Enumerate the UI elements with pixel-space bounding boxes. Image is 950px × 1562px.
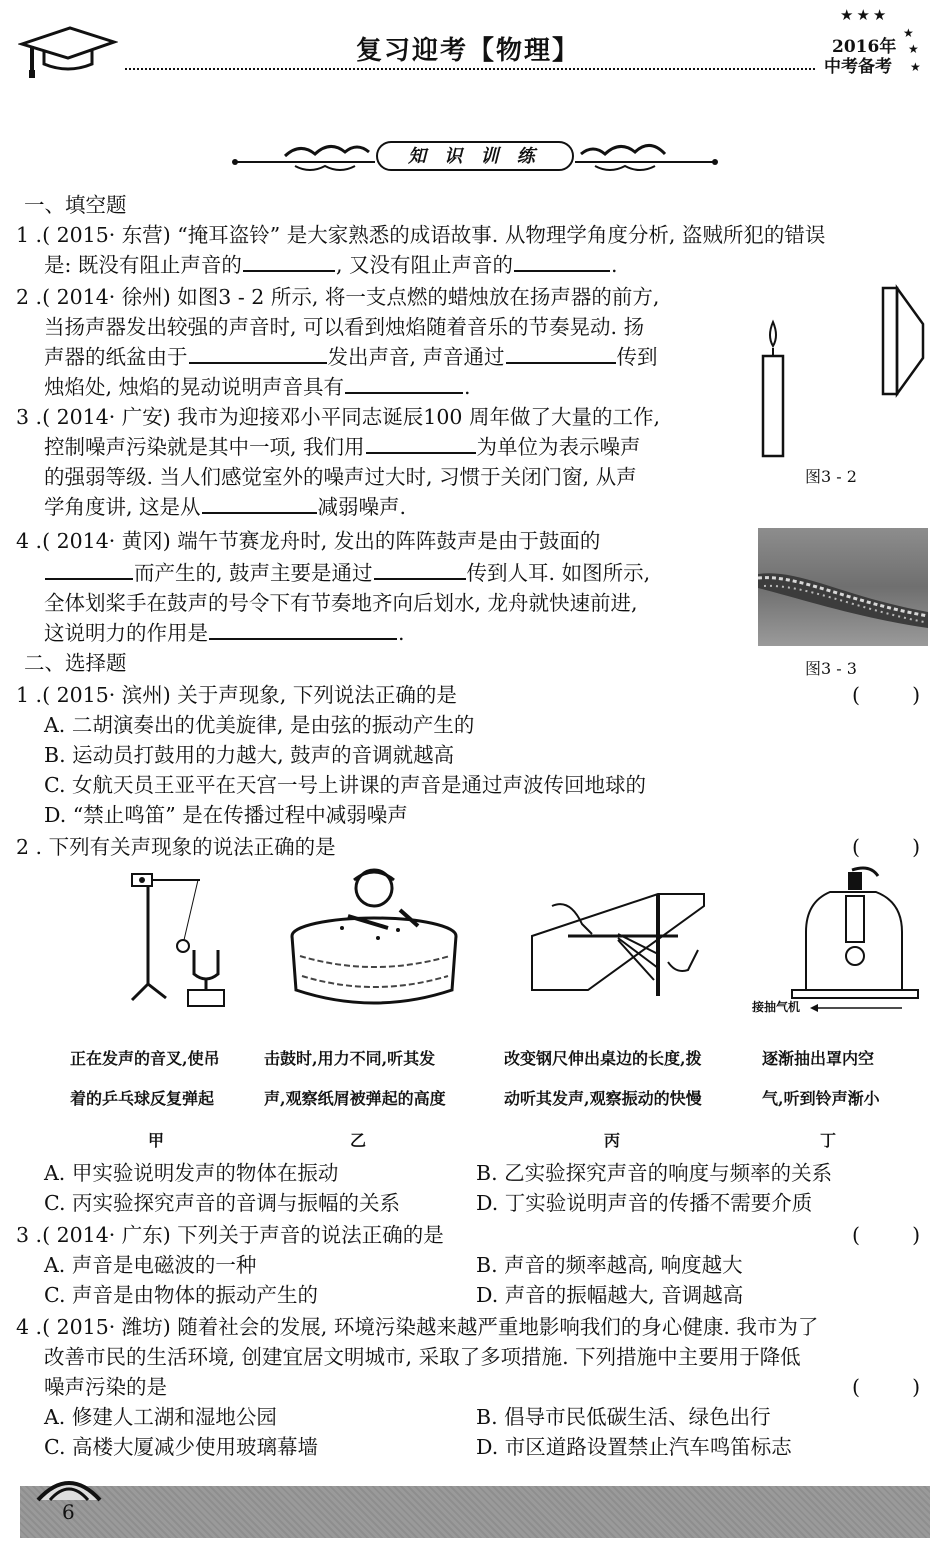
answer-blank[interactable] — [209, 618, 397, 640]
banner-text: 知 识 训 练 — [408, 146, 541, 167]
figure-caption-jia-line1: 正在发声的音叉,使吊 — [70, 1049, 220, 1068]
fill-question-4-line: 而产生的, 鼓声主要是通过 传到人耳. 如图所示, — [44, 558, 650, 588]
speaker-icon — [897, 288, 923, 394]
hand-icon — [668, 950, 698, 971]
answer-paren[interactable]: ( ) — [852, 683, 921, 707]
figure-caption: 图3 - 3 — [805, 659, 857, 678]
pump-label: 接抽气机 — [752, 1000, 801, 1014]
star-icon: ★ — [903, 26, 914, 40]
choice-question-1-stem: 1 .( 2015· 滨州) 关于声现象, 下列说法正确的是 — [16, 683, 457, 707]
fill-question-3-line: 的强弱等级. 当人们感觉室外的噪声过大时, 习惯于关闭门窗, 从声 — [44, 465, 637, 489]
candle-speaker-figure — [755, 282, 935, 472]
fill-question-2-line: 2 .( 2014· 徐州) 如图3 - 2 所示, 将一支点燃的蜡烛放在扬声器的前方, — [16, 285, 660, 309]
choice-question-4-line: 改善市民的生活环境, 创建宜居文明城市, 采取了多项措施. 下列措施中主要用于降低 — [44, 1345, 801, 1369]
figure-label-bing: 丙 — [604, 1131, 621, 1150]
page-title: 复习迎考【物理】 — [356, 36, 581, 66]
steel-ruler-experiment-figure — [528, 866, 708, 1006]
choice-question-2-stem: 2 . 下列有关声现象的说法正确的是 — [16, 835, 336, 859]
option-a: A. 声音是电磁波的一种 — [44, 1253, 257, 1277]
answer-paren[interactable]: ( ) — [852, 1375, 921, 1399]
answer-blank[interactable] — [366, 432, 476, 454]
fill-question-2-line: 烛焰处, 烛焰的晃动说明声音具有 . — [44, 372, 471, 402]
drum-experiment-figure — [278, 866, 478, 1016]
figure-caption-ding-line1: 逐渐抽出罩内空 — [762, 1049, 875, 1068]
option-c: C. 声音是由物体的振动产生的 — [44, 1283, 318, 1307]
figure-caption-yi-line1: 击鼓时,用力不同,听其发 — [264, 1049, 436, 1068]
answer-blank[interactable] — [514, 250, 610, 272]
option-c: C. 丙实验探究声音的音调与振幅的关系 — [44, 1191, 400, 1215]
figure-caption-jia-line2: 着的乒乓球反复弹起 — [70, 1089, 215, 1108]
star-icon: ★ — [910, 60, 921, 74]
star-icon: ★ — [908, 42, 919, 56]
header-year: 2016年 — [832, 37, 897, 57]
fill-question-3-line: 控制噪声污染就是其中一项, 我们用 为单位为表示噪声 — [44, 432, 641, 462]
candle-icon — [763, 356, 783, 456]
fill-question-1-line: 是: 既没有阻止声音的 , 又没有阻止声音的 . — [44, 250, 618, 280]
flame-icon — [770, 322, 776, 346]
fill-question-1-line: 1 .( 2015· 东营) “掩耳盗铃” 是大家熟悉的成语故事. 从物理学角度分析, 盗贼所犯的错误 — [16, 223, 826, 247]
answer-blank[interactable] — [345, 372, 463, 394]
option-b: B. 运动员打鼓用的力越大, 鼓声的音调就越高 — [44, 743, 455, 767]
option-c: C. 女航天员王亚平在天宫一号上讲课的声音是通过声波传回地球的 — [44, 773, 646, 797]
answer-blank[interactable] — [506, 342, 616, 364]
dragon-boat-photo — [758, 528, 928, 646]
ping-pong-ball-icon — [177, 940, 189, 952]
answer-paren[interactable]: ( ) — [852, 1223, 921, 1247]
fill-question-3-line: 3 .( 2014· 广安) 我市为迎接邓小平同志诞辰100 周年做了大量的工作, — [16, 405, 660, 429]
option-b: B. 声音的频率越高, 响度越大 — [476, 1253, 743, 1277]
choice-question-3-stem: 3 .( 2014· 广东) 下列关于声音的说法正确的是 — [16, 1223, 444, 1247]
option-b: B. 倡导市民低碳生活、绿色出行 — [476, 1405, 771, 1429]
section-heading: 二、选择题 — [24, 651, 127, 675]
footer-emblem-icon — [34, 1472, 104, 1502]
tuning-fork-icon — [194, 950, 218, 979]
answer-blank[interactable] — [45, 558, 133, 580]
answer-blank[interactable] — [189, 342, 327, 364]
option-d: D. “禁止鸣笛” 是在传播过程中减弱噪声 — [44, 803, 408, 827]
answer-blank[interactable] — [202, 492, 317, 514]
option-d: D. 市区道路设置禁止汽车鸣笛标志 — [476, 1435, 792, 1459]
header-dotted-rule — [125, 68, 815, 70]
option-a: A. 甲实验说明发声的物体在振动 — [44, 1161, 339, 1185]
bell-icon — [846, 947, 864, 965]
figure-caption-bing-line2: 动听其发声,观察振动的快慢 — [504, 1089, 702, 1108]
fill-question-4-line: 这说明力的作用是 . — [44, 618, 405, 648]
fill-question-4-line: 4 .( 2014· 黄冈) 端午节赛龙舟时, 发出的阵阵鼓声是由于鼓面的 — [16, 529, 601, 553]
stars-icon: ★★★ — [840, 6, 890, 24]
choice-question-4-line: 噪声污染的是 — [44, 1375, 167, 1399]
header-subtitle: 中考备考 — [824, 57, 892, 77]
section-heading: 一、填空题 — [24, 193, 127, 217]
option-d: D. 丁实验说明声音的传播不需要介质 — [476, 1191, 813, 1215]
figure-label-jia: 甲 — [148, 1131, 165, 1150]
tuning-fork-experiment-figure — [118, 866, 228, 1016]
fill-question-2-line: 当扬声器发出较强的声音时, 可以看到烛焰随着音乐的节奏晃动. 扬 — [44, 315, 645, 339]
figure-caption-bing-line1: 改变钢尺伸出桌边的长度,拨 — [504, 1049, 702, 1068]
figure-caption-yi-line2: 声,观察纸屑被弹起的高度 — [264, 1089, 446, 1108]
fill-question-2-line: 声器的纸盆由于 发出声音, 声音通过 传到 — [44, 342, 658, 372]
option-c: C. 高楼大厦减少使用玻璃幕墙 — [44, 1435, 318, 1459]
footer-band — [20, 1486, 930, 1538]
figure-label-ding: 丁 — [820, 1131, 837, 1150]
option-a: A. 二胡演奏出的优美旋律, 是由弦的振动产生的 — [44, 713, 475, 737]
page-number: 6 — [62, 1500, 75, 1524]
option-b: B. 乙实验探究声音的响度与频率的关系 — [476, 1161, 833, 1185]
answer-blank[interactable] — [374, 558, 466, 580]
figure-label-yi: 乙 — [350, 1131, 367, 1150]
fill-question-4-line: 全体划桨手在鼓声的号令下有节奏地齐向后划水, 龙舟就快速前进, — [44, 591, 638, 615]
option-a: A. 修建人工湖和湿地公园 — [44, 1405, 277, 1429]
graduation-cap-icon — [18, 22, 118, 80]
fill-question-3-line: 学角度讲, 这是从 减弱噪声. — [44, 492, 406, 522]
figure-caption: 图3 - 2 — [805, 467, 857, 486]
option-d: D. 声音的振幅越大, 音调越高 — [476, 1283, 744, 1307]
answer-blank[interactable] — [243, 250, 335, 272]
answer-paren[interactable]: ( ) — [852, 835, 921, 859]
figure-caption-ding-line2: 气,听到铃声渐小 — [762, 1089, 880, 1108]
choice-question-4-line: 4 .( 2015· 潍坊) 随着社会的发展, 环境污染越来越严重地影响我们的身心健康. 我市为了 — [16, 1315, 819, 1339]
